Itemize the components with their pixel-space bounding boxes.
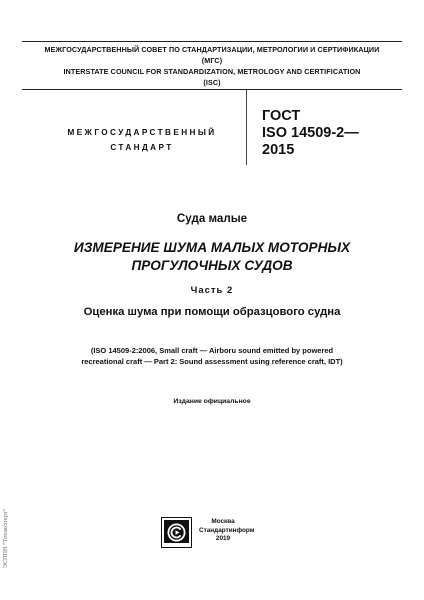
standard-type: [52, 125, 232, 155]
gost-number: [262, 125, 359, 159]
council-abbr-en: (ISC): [203, 78, 221, 87]
publisher-block: [199, 518, 255, 544]
gost-label: ГОСТ: [262, 108, 301, 124]
council-name-en: INTERSTATE COUNCIL FOR STANDARDIZATION, METROLOGY AND CERTIFICATION: [63, 67, 361, 76]
document-main-title: [22, 239, 402, 275]
iso-reference-line2: recreational craft — Part 2: Sound assessment using reference craft, IDT): [81, 357, 343, 366]
council-abbr-ru: (МГС): [201, 56, 223, 65]
standard-type-line2: СТАНДАРТ: [110, 143, 174, 152]
header-bottom-rule: [22, 89, 402, 90]
document-subject: Суда малые: [176, 212, 248, 225]
main-title-line1: ИЗМЕРЕНИЕ ШУМА МАЛЫХ МОТОРНЫХ: [73, 240, 351, 255]
publication-year: 2019: [215, 535, 231, 542]
gost-number-line2: 2015: [262, 142, 295, 158]
edition-note: Издание официальное: [173, 398, 251, 405]
publisher-name: Стандартинформ: [199, 526, 255, 534]
gost-designation: [262, 108, 359, 159]
part-label: Часть 2: [190, 285, 234, 296]
standard-type-line1: МЕЖГОСУДАРСТВЕННЫЙ: [67, 128, 217, 137]
council-header: [22, 44, 402, 88]
margin-watermark: ЭСППН "Техэксперт": [3, 508, 9, 568]
iso-reference-line1: (ISO 14509-2:2006, Small craft — Airboru sound emitted by powered: [90, 346, 334, 355]
part-title: Оценка шума при помощи образцового судна: [83, 306, 341, 318]
standartinform-logo-icon: [161, 517, 192, 548]
council-name-ru: МЕЖГОСУДАРСТВЕННЫЙ СОВЕТ ПО СТАНДАРТИЗАЦИИ, МЕТРОЛОГИИ И СЕРТИФИКАЦИИ: [44, 45, 380, 54]
iso-reference: [22, 345, 402, 367]
gost-number-line1: ISO 14509-2—: [262, 125, 359, 141]
publisher-city: Москва: [211, 518, 235, 525]
main-title-line2: ПРОГУЛОЧНЫХ СУДОВ: [131, 258, 293, 273]
designation-divider: [246, 90, 247, 165]
header-top-rule: [22, 41, 402, 42]
